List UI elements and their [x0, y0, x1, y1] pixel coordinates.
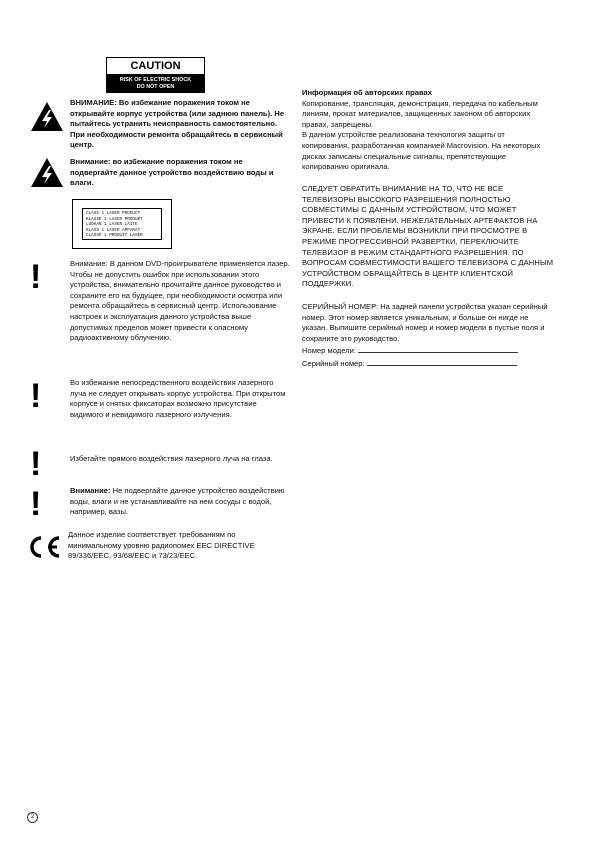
shock-warning-2: Внимание: во избежание поражения током не подвергайте данное устройство воздействию воды и влаги. — [70, 157, 274, 188]
caution-line-1: RISK OF ELECTRIC SHOCK — [119, 77, 192, 83]
water-notice-bold: Внимание: — [70, 486, 111, 495]
exclamation-icon: ! — [30, 377, 42, 415]
laser-class-label — [72, 199, 172, 249]
model-number-row — [302, 344, 554, 357]
ce-mark-icon — [26, 535, 62, 559]
model-number-label: Номер модели: — [302, 346, 356, 356]
page-number: 2 — [27, 812, 38, 823]
serial-number-label: Серийный номер: — [302, 358, 365, 368]
model-number-field[interactable] — [358, 344, 518, 353]
copyright-heading: Информация об авторских правах — [302, 88, 432, 97]
copyright-paragraph-1: Копирование, трансляция, демонстрация, передача по кабельным линиям, прокат материалов, защищенных законом об авторских правах, запрещены. — [302, 98, 538, 129]
caution-label — [106, 57, 205, 93]
lightning-triangle-icon — [30, 157, 64, 188]
laser-notice: Внимание: В данном DVD-проигрывателе применяется лазер. Чтобы не допустить ошибок при использовании этого устройства, внимательно прочитайте данное руководство и сохраните его на будущее, при необходимости осмотра или ремонта обращайтесь в сервисный центр. Использование настроек и эксплуатация данного устройства выше допустимых пределов может привести к опасному радиоактивному облучению. — [70, 259, 290, 343]
shock-warning-1: ВНИМАНИЕ: Во избежание поражения током не открывайте корпус устройства (или заднюю панель). Не пытайтесь устранить неисправность самостоятельно. При необходимости ремонта обращайтесь в сервисный центр. — [70, 98, 285, 150]
caution-title: CAUTION — [107, 58, 204, 75]
water-notice-text: Не подвергайте данное устройство воздействию воды, влаги и не устанавливайте на нем сосуды с водой, например, вазы. — [70, 486, 285, 517]
copyright-section — [302, 88, 554, 173]
exclamation-icon: ! — [30, 258, 42, 296]
exclamation-icon: ! — [30, 485, 42, 523]
caution-subtitle — [107, 75, 204, 92]
caution-line-2: DO NOT OPEN — [136, 84, 175, 90]
serial-section — [302, 302, 554, 370]
serial-number-row — [302, 357, 554, 370]
laser-class-text: CLASS 1 LASER PRODUCT KLASSE 1 LASER PRODUKT LUOKAN 1 LASER LAITE KLASS 1 LASER APPARAT CLASSE 1 PRODUIT LASER — [82, 208, 162, 240]
ce-notice: Данное изделие соответствует требованиям по минимальному уровню радиопомех EEC DIRECTIVE 89/336/EEC, 93/68/EEC и 73/23/EEC. — [68, 530, 255, 561]
beam-notice: Во избежание непосредственного воздействия лазерного луча не следует открывать корпус устройства. При открытом корпусе и снятых фиксаторах возможно присутствие видимого и невидимого лазерного излучения. — [70, 378, 286, 419]
serial-number-field[interactable] — [367, 357, 517, 366]
water-notice — [70, 486, 286, 518]
lightning-triangle-icon — [30, 101, 64, 132]
exclamation-icon: ! — [30, 445, 42, 483]
progressive-scan-notice: СЛЕДУЕТ ОБРАТИТЬ ВНИМАНИЕ НА ТО, ЧТО НЕ ВСЕ ТЕЛЕВИЗОРЫ ВЫСОКОГО РАЗРЕШЕНИЯ ПОЛНОСТЬЮ СОВМЕСТИМЫ С ДАННЫМ УСТРОЙСТВОМ, ЧТО МОЖЕТ ПРИВЕСТИ К ПОЯВЛЕНИ. НЕЖЕЛАТЕЛЬНЫХ АРТЕФАКТОВ НА ЭКРАНЕ. ЕСЛИ ПРОБЛЕМЫ ВОЗНИКЛИ ПРИ ПРОСМОТРЕ В РЕЖИМЕ ПРОГРЕССИВНОЙ РАЗВЕРТКИ, ПЕРЕКЛЮЧИТЕ ТЕЛЕВИЗОР В РЕЖИМ СТАНДАРТНОГО РАЗРЕШЕНИЯ. ПО ВОПРОСАМ СОВМЕСТИМОСТИ ВАШЕГО ТЕЛЕВИЗОРА С ДАННЫМ УСТРОЙСТВОМ ОБРАЩАЙТЕСЬ В ЦЕНТР КЛИЕНТСКОЙ ПОДДЕРЖКИ. — [302, 184, 554, 289]
eye-notice: Избегайте прямого воздействия лазерного луча на глаза. — [70, 454, 273, 463]
copyright-paragraph-2: В данном устройстве реализована технология защиты от копирования, разработанная компанией Macrovision. На некоторых дисках записаны специальные сигналы, препятствующие копированию оригинала. — [302, 130, 541, 172]
serial-text: СЕРИЙНЫЙ НОМЕР: На задней панели устройства указан серийный номер. Этот номер является уникальным, и больше он нигде не указан. Выпишите серийный номер и номер модели в пустые поля и сохраните это руководство. — [302, 302, 548, 343]
